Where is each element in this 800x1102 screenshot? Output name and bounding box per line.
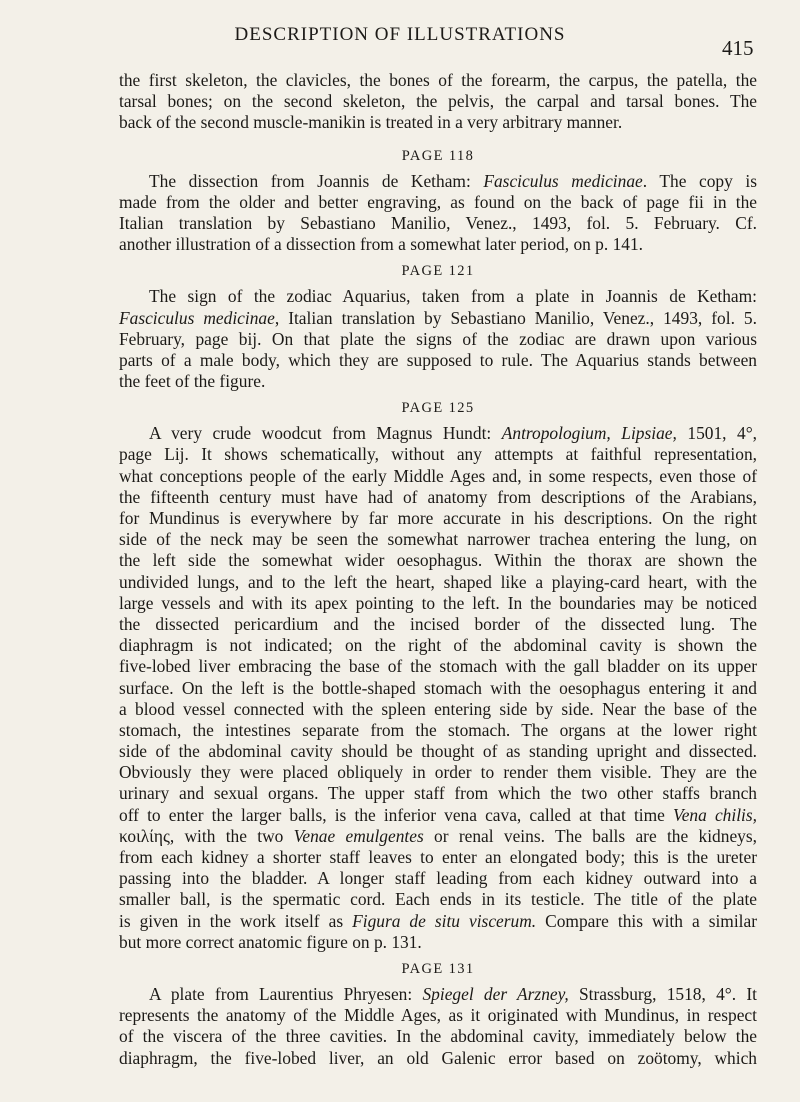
text-line: page Lij. It shows schematically, without any attempts at faithful representation, xyxy=(119,444,757,465)
text-line: passing into the bladder. A longer staff leading from each kidney outward into a xyxy=(119,868,757,889)
text-line: the feet of the figure. xyxy=(119,371,266,392)
text-line: made from the older and better engraving, as found on the back of page fii in the xyxy=(119,191,757,212)
text-line: diaphragm, the five-lobed liver, an old Galenic error based on zoötomy, which xyxy=(119,1047,757,1068)
text-line: February, page bij. On that plate the signs of the zodiac are drawn upon various xyxy=(119,328,757,349)
text-line: tarsal bones; on the second skeleton, the pelvis, the carpal and tarsal bones. The xyxy=(119,91,757,112)
section-heading: PAGE 131 xyxy=(401,960,475,977)
text-line: is given in the work itself as Figura de situ viscerum. Compare this with a similar xyxy=(119,910,757,931)
text-line: urinary and sexual organs. The upper staff from which the two other staffs branch xyxy=(119,783,757,804)
text-line: Fasciculus medicinae, Italian translation by Sebastiano Manilio, Venez., 1493, fol. 5. xyxy=(119,307,757,328)
text-line: Obviously they were placed obliquely in order to render them visible. They are the xyxy=(119,762,757,783)
running-head: DESCRIPTION OF ILLUSTRATIONS xyxy=(234,24,566,45)
text-line: undivided lungs, and to the left the heart, shaped like a playing-card heart, with the xyxy=(119,571,757,592)
text-line: side of the neck may be seen the somewhat narrower trachea entering the lung, on xyxy=(119,529,757,550)
text-line: off to enter the larger balls, is the inferior vena cava, called at that time Vena chilis, xyxy=(119,804,757,825)
text-line: Italian translation by Sebastiano Manilio, Venez., 1493, fol. 5. February. Cf. xyxy=(119,212,757,233)
section-heading: PAGE 118 xyxy=(401,147,475,164)
text-line: but more correct anatomic figure on p. 131. xyxy=(119,931,422,952)
text-line: the left side the somewhat wider oesophagus. Within the thorax are shown the xyxy=(119,550,757,571)
text-line: back of the second muscle-manikin is treated in a very arbitrary manner. xyxy=(119,112,623,133)
text-line: diaphragm is not indicated; on the right of the abdominal cavity is shown the xyxy=(119,635,757,656)
text-line: stomach, the intestines separate from the stomach. The organs at the lower right xyxy=(119,719,757,740)
text-line: five-lobed liver embracing the base of the stomach with the gall bladder on its upper xyxy=(119,656,757,677)
text-line: The sign of the zodiac Aquarius, taken from a plate in Joannis de Ketham: xyxy=(149,286,757,307)
section-heading: PAGE 125 xyxy=(401,400,475,417)
text-line: for Mundinus is everywhere by far more accurate in his descriptions. On the right xyxy=(119,508,757,528)
text-line: another illustration of a dissection from a somewhat later period, on p. 141. xyxy=(119,234,644,255)
text-line: the dissected pericardium and the incised border of the dissected lung. The xyxy=(119,613,757,634)
text-line: κοιλίης, with the two Venae emulgentes or renal veins. The balls are the kidneys, xyxy=(119,825,757,846)
text-line: A very crude woodcut from Magnus Hundt: Antropologium, Lipsiae, 1501, 4°, xyxy=(149,423,758,444)
text-line: parts of a male body, which they are supposed to rule. The Aquarius stands between xyxy=(119,349,757,370)
text-line: represents the anatomy of the Middle Ages, as it originated with Mundinus, in respect xyxy=(119,1005,757,1026)
text-line: smaller ball, is the spermatic cord. Each ends in its testicle. The title of the plate xyxy=(119,889,757,910)
text-line: surface. On the left is the bottle-shaped stomach with the oesophagus entering it and xyxy=(119,677,757,698)
text-line: A plate from Laurentius Phryesen: Spiegel der Arzney, Strassburg, 1518, 4°. It xyxy=(149,983,757,1004)
section-heading: PAGE 121 xyxy=(401,263,475,280)
text-line: what conceptions people of the early Middle Ages and, in some respects, even those of xyxy=(119,465,757,486)
text-line: from each kidney a shorter staff leaves to enter an elongated body; this is the ureter xyxy=(119,847,757,867)
text-line: a blood vessel connected with the spleen entering side by side. Near the base of the xyxy=(119,698,757,719)
text-line: The dissection from Joannis de Ketham: Fasciculus medicinae. The copy is xyxy=(149,170,757,191)
text-line: the first skeleton, the clavicles, the bones of the forearm, the carpus, the patella, the xyxy=(119,70,757,90)
text-line: the fifteenth century must have had of anatomy from descriptions of the Arabians, xyxy=(119,486,757,507)
document-body xyxy=(119,70,757,1069)
text-line: of the viscera of the three cavities. In the abdominal cavity, immediately below the xyxy=(119,1026,757,1047)
page-number: 415 xyxy=(722,36,754,60)
text-line: side of the abdominal cavity should be thought of as standing upright and dissected. xyxy=(119,741,757,762)
text-line: large vessels and with its apex pointing to the left. In the boundaries may be noticed xyxy=(119,592,757,613)
